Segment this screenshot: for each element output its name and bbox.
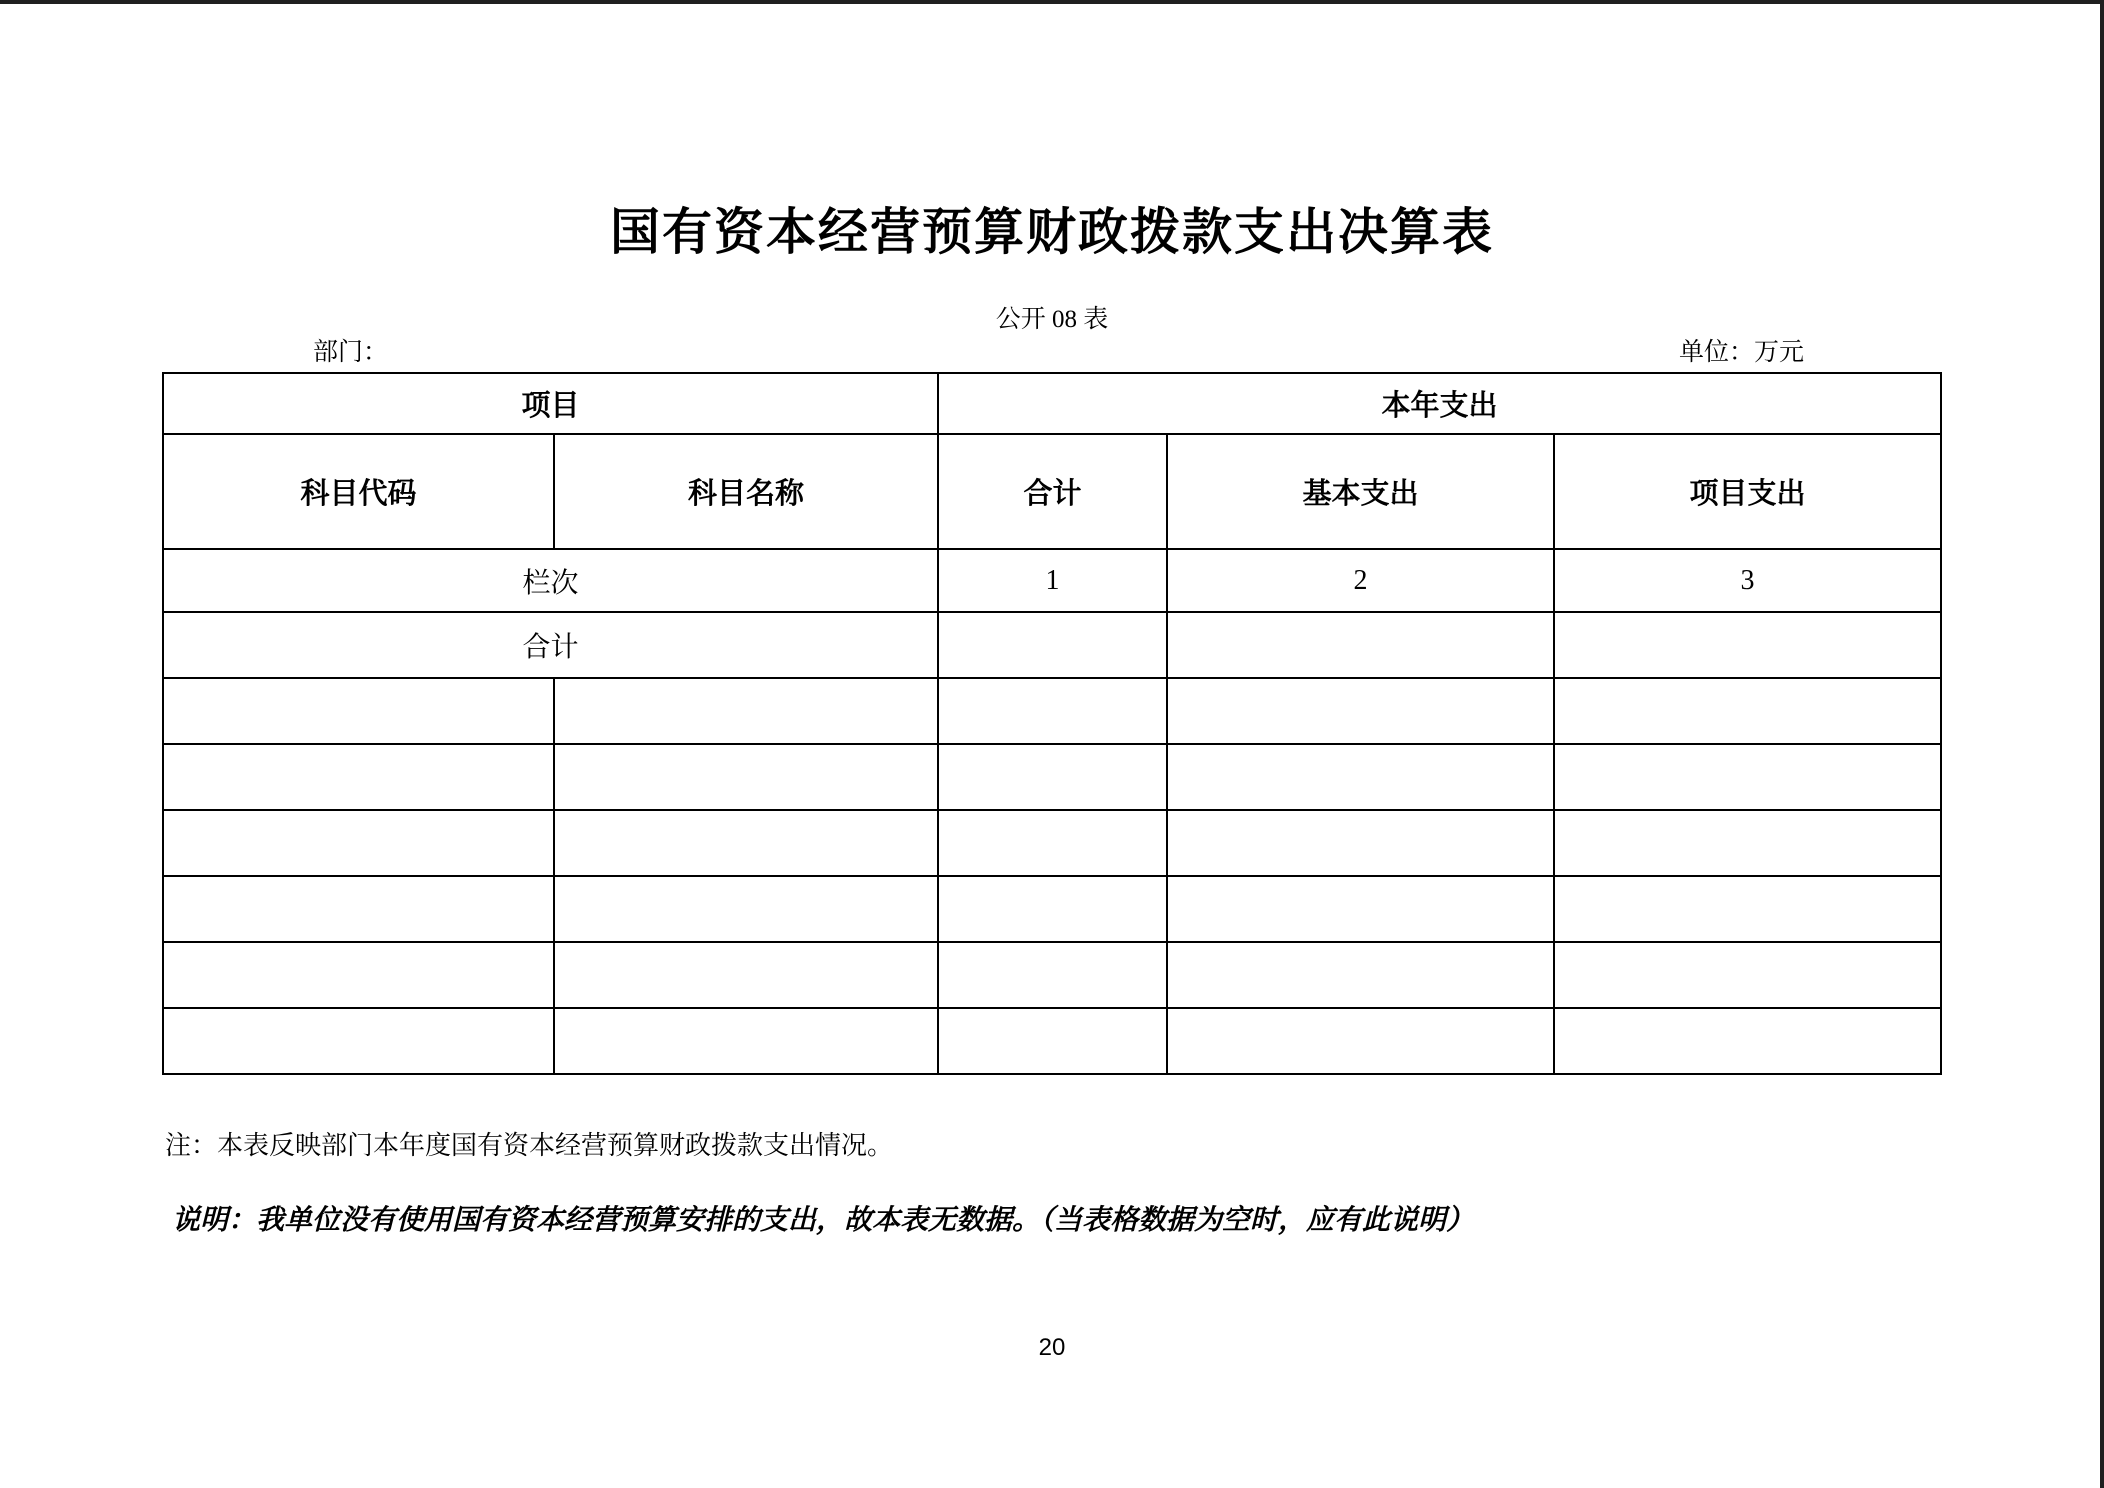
page-subtitle: 公开 08 表 xyxy=(995,306,1109,333)
empty-table-row xyxy=(163,1008,1941,1074)
empty-table-row xyxy=(163,678,1941,744)
total-row-value-project xyxy=(1554,612,1941,678)
empty-cell xyxy=(938,678,1167,744)
empty-cell xyxy=(554,942,938,1008)
header-cell-current-year-expenditure: 本年支出 xyxy=(938,373,1941,434)
unit-label: 单位：万元 xyxy=(1678,339,1804,366)
statement-text: 说明：我单位没有使用国有资本经营预算安排的支出，故本表无数据。（当表格数据为空时，应有此说明） xyxy=(172,1205,1475,1236)
department-label: 部门： xyxy=(313,339,389,366)
empty-table-row xyxy=(163,810,1941,876)
empty-cell xyxy=(554,1008,938,1074)
table-header-row-1 xyxy=(163,373,1941,434)
page-title: 国有资本经营预算财政拨款支出决算表 xyxy=(610,204,1494,260)
empty-cell xyxy=(163,810,554,876)
total-row xyxy=(163,612,1941,678)
empty-cell xyxy=(1167,1008,1554,1074)
column-index-3: 3 xyxy=(1554,549,1941,612)
empty-cell xyxy=(163,678,554,744)
empty-cell xyxy=(938,1008,1167,1074)
empty-cell xyxy=(1167,810,1554,876)
header-cell-total: 合计 xyxy=(938,434,1167,549)
empty-cell xyxy=(1167,876,1554,942)
empty-table-row xyxy=(163,876,1941,942)
table-header-row-2 xyxy=(163,434,1941,549)
empty-cell xyxy=(1554,678,1941,744)
empty-cell xyxy=(163,744,554,810)
empty-cell xyxy=(1167,942,1554,1008)
top-edge-line xyxy=(0,0,2104,4)
empty-cell xyxy=(938,876,1167,942)
column-index-2: 2 xyxy=(1167,549,1554,612)
empty-cell xyxy=(1554,810,1941,876)
header-cell-project-expenditure: 项目支出 xyxy=(1554,434,1941,549)
header-cell-project: 项目 xyxy=(163,373,938,434)
empty-cell xyxy=(1554,744,1941,810)
empty-table-row xyxy=(163,942,1941,1008)
empty-cell xyxy=(554,744,938,810)
fiscal-expenditure-table xyxy=(162,372,1942,1075)
empty-table-row xyxy=(163,744,1941,810)
column-index-1: 1 xyxy=(938,549,1167,612)
empty-cell xyxy=(554,810,938,876)
column-index-label: 栏次 xyxy=(163,549,938,612)
empty-cell xyxy=(938,810,1167,876)
header-cell-subject-name: 科目名称 xyxy=(554,434,938,549)
total-row-value-basic xyxy=(1167,612,1554,678)
empty-cell xyxy=(1554,876,1941,942)
empty-cell xyxy=(938,942,1167,1008)
header-cell-basic-expenditure: 基本支出 xyxy=(1167,434,1554,549)
column-index-row xyxy=(163,549,1941,612)
empty-cell xyxy=(1554,1008,1941,1074)
empty-cell xyxy=(1167,744,1554,810)
empty-cell xyxy=(163,942,554,1008)
total-row-value-total xyxy=(938,612,1167,678)
empty-cell xyxy=(1167,678,1554,744)
header-cell-subject-code: 科目代码 xyxy=(163,434,554,549)
note-text: 注：本表反映部门本年度国有资本经营预算财政拨款支出情况。 xyxy=(165,1131,894,1160)
empty-cell xyxy=(163,876,554,942)
empty-cell xyxy=(163,1008,554,1074)
empty-cell xyxy=(938,744,1167,810)
empty-cell xyxy=(554,876,938,942)
page-number: 20 xyxy=(1038,1334,1066,1361)
fiscal-table-body xyxy=(163,373,1941,1074)
empty-cell xyxy=(554,678,938,744)
total-row-label: 合计 xyxy=(163,612,938,678)
empty-cell xyxy=(1554,942,1941,1008)
